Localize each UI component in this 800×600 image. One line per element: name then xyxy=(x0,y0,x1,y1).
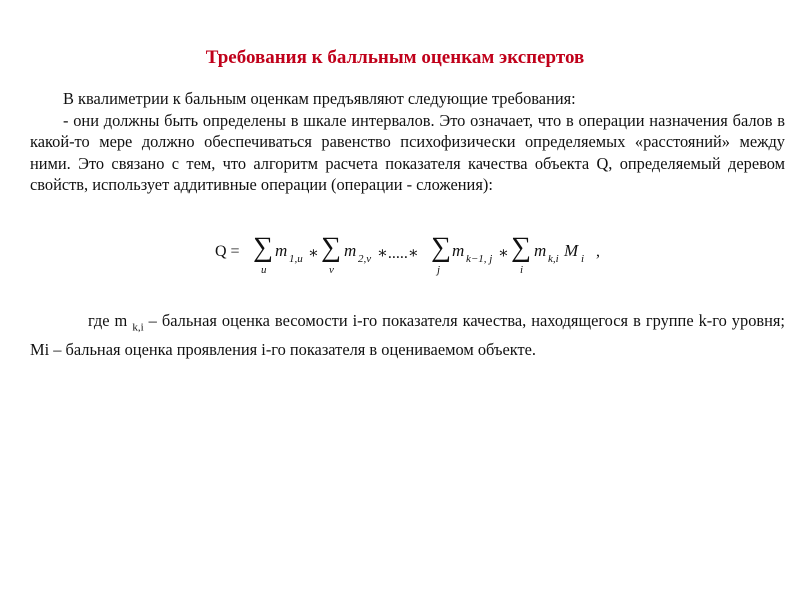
quality-formula xyxy=(215,232,615,292)
definition-prefix: где m xyxy=(88,311,128,330)
mult-dots: ∗.....∗ xyxy=(377,245,419,262)
term-m-3: m xyxy=(452,241,465,260)
sum-index-4: i xyxy=(520,264,524,276)
term-sub-3: k−1, j xyxy=(466,253,493,265)
requirement-paragraph: - они должны быть определены в шкале интервалов. Это означает, что в операции назначения балов в какой-то мере должно обеспечиваться равенство психофизически определяемых «расстояний» между ними. Это связано с тем, что алгоритм расчета показателя качества объекта Q, определяемый деревом свойств, использует аддитивные операции (операции - сложения): xyxy=(30,110,785,194)
term-M: M xyxy=(564,241,579,260)
intro-paragraph: В квалиметрии к бальным оценкам предъявляют следующие требования: xyxy=(63,89,576,108)
slide-title: Требования к балльным оценкам экспертов xyxy=(205,47,585,68)
term-m-2: m xyxy=(344,241,357,260)
formula-lhs: Q = xyxy=(215,243,240,260)
term-sub-2: 2,v xyxy=(358,253,372,265)
definition-text: – бальная оценка весомости i-го показателя качества, находящегося в группе k-го уровня; Mi – бальная оценка проявления i-го показателя в оцениваемом объекте. xyxy=(30,311,785,359)
term-m-4: m xyxy=(534,241,547,260)
sum-symbol-4: ∑ xyxy=(511,232,531,263)
term-sub-1: 1,u xyxy=(289,253,303,265)
sum-symbol-3: ∑ xyxy=(431,232,451,263)
sum-symbol-2: ∑ xyxy=(321,232,341,263)
definition-subscript: k,i xyxy=(132,321,144,334)
mult-1: ∗ xyxy=(308,245,319,262)
term-M-sub: i xyxy=(581,253,585,265)
mult-3: ∗ xyxy=(498,245,509,262)
term-m-1: m xyxy=(275,241,288,260)
definition-paragraph xyxy=(30,310,785,360)
formula-trailing-comma: , xyxy=(596,243,600,260)
sum-index-3: j xyxy=(437,264,441,276)
sum-index-2: v xyxy=(329,264,334,276)
term-sub-4: k,i xyxy=(548,253,559,265)
sum-index-1: u xyxy=(261,264,267,276)
sum-symbol-1: ∑ xyxy=(253,232,273,263)
